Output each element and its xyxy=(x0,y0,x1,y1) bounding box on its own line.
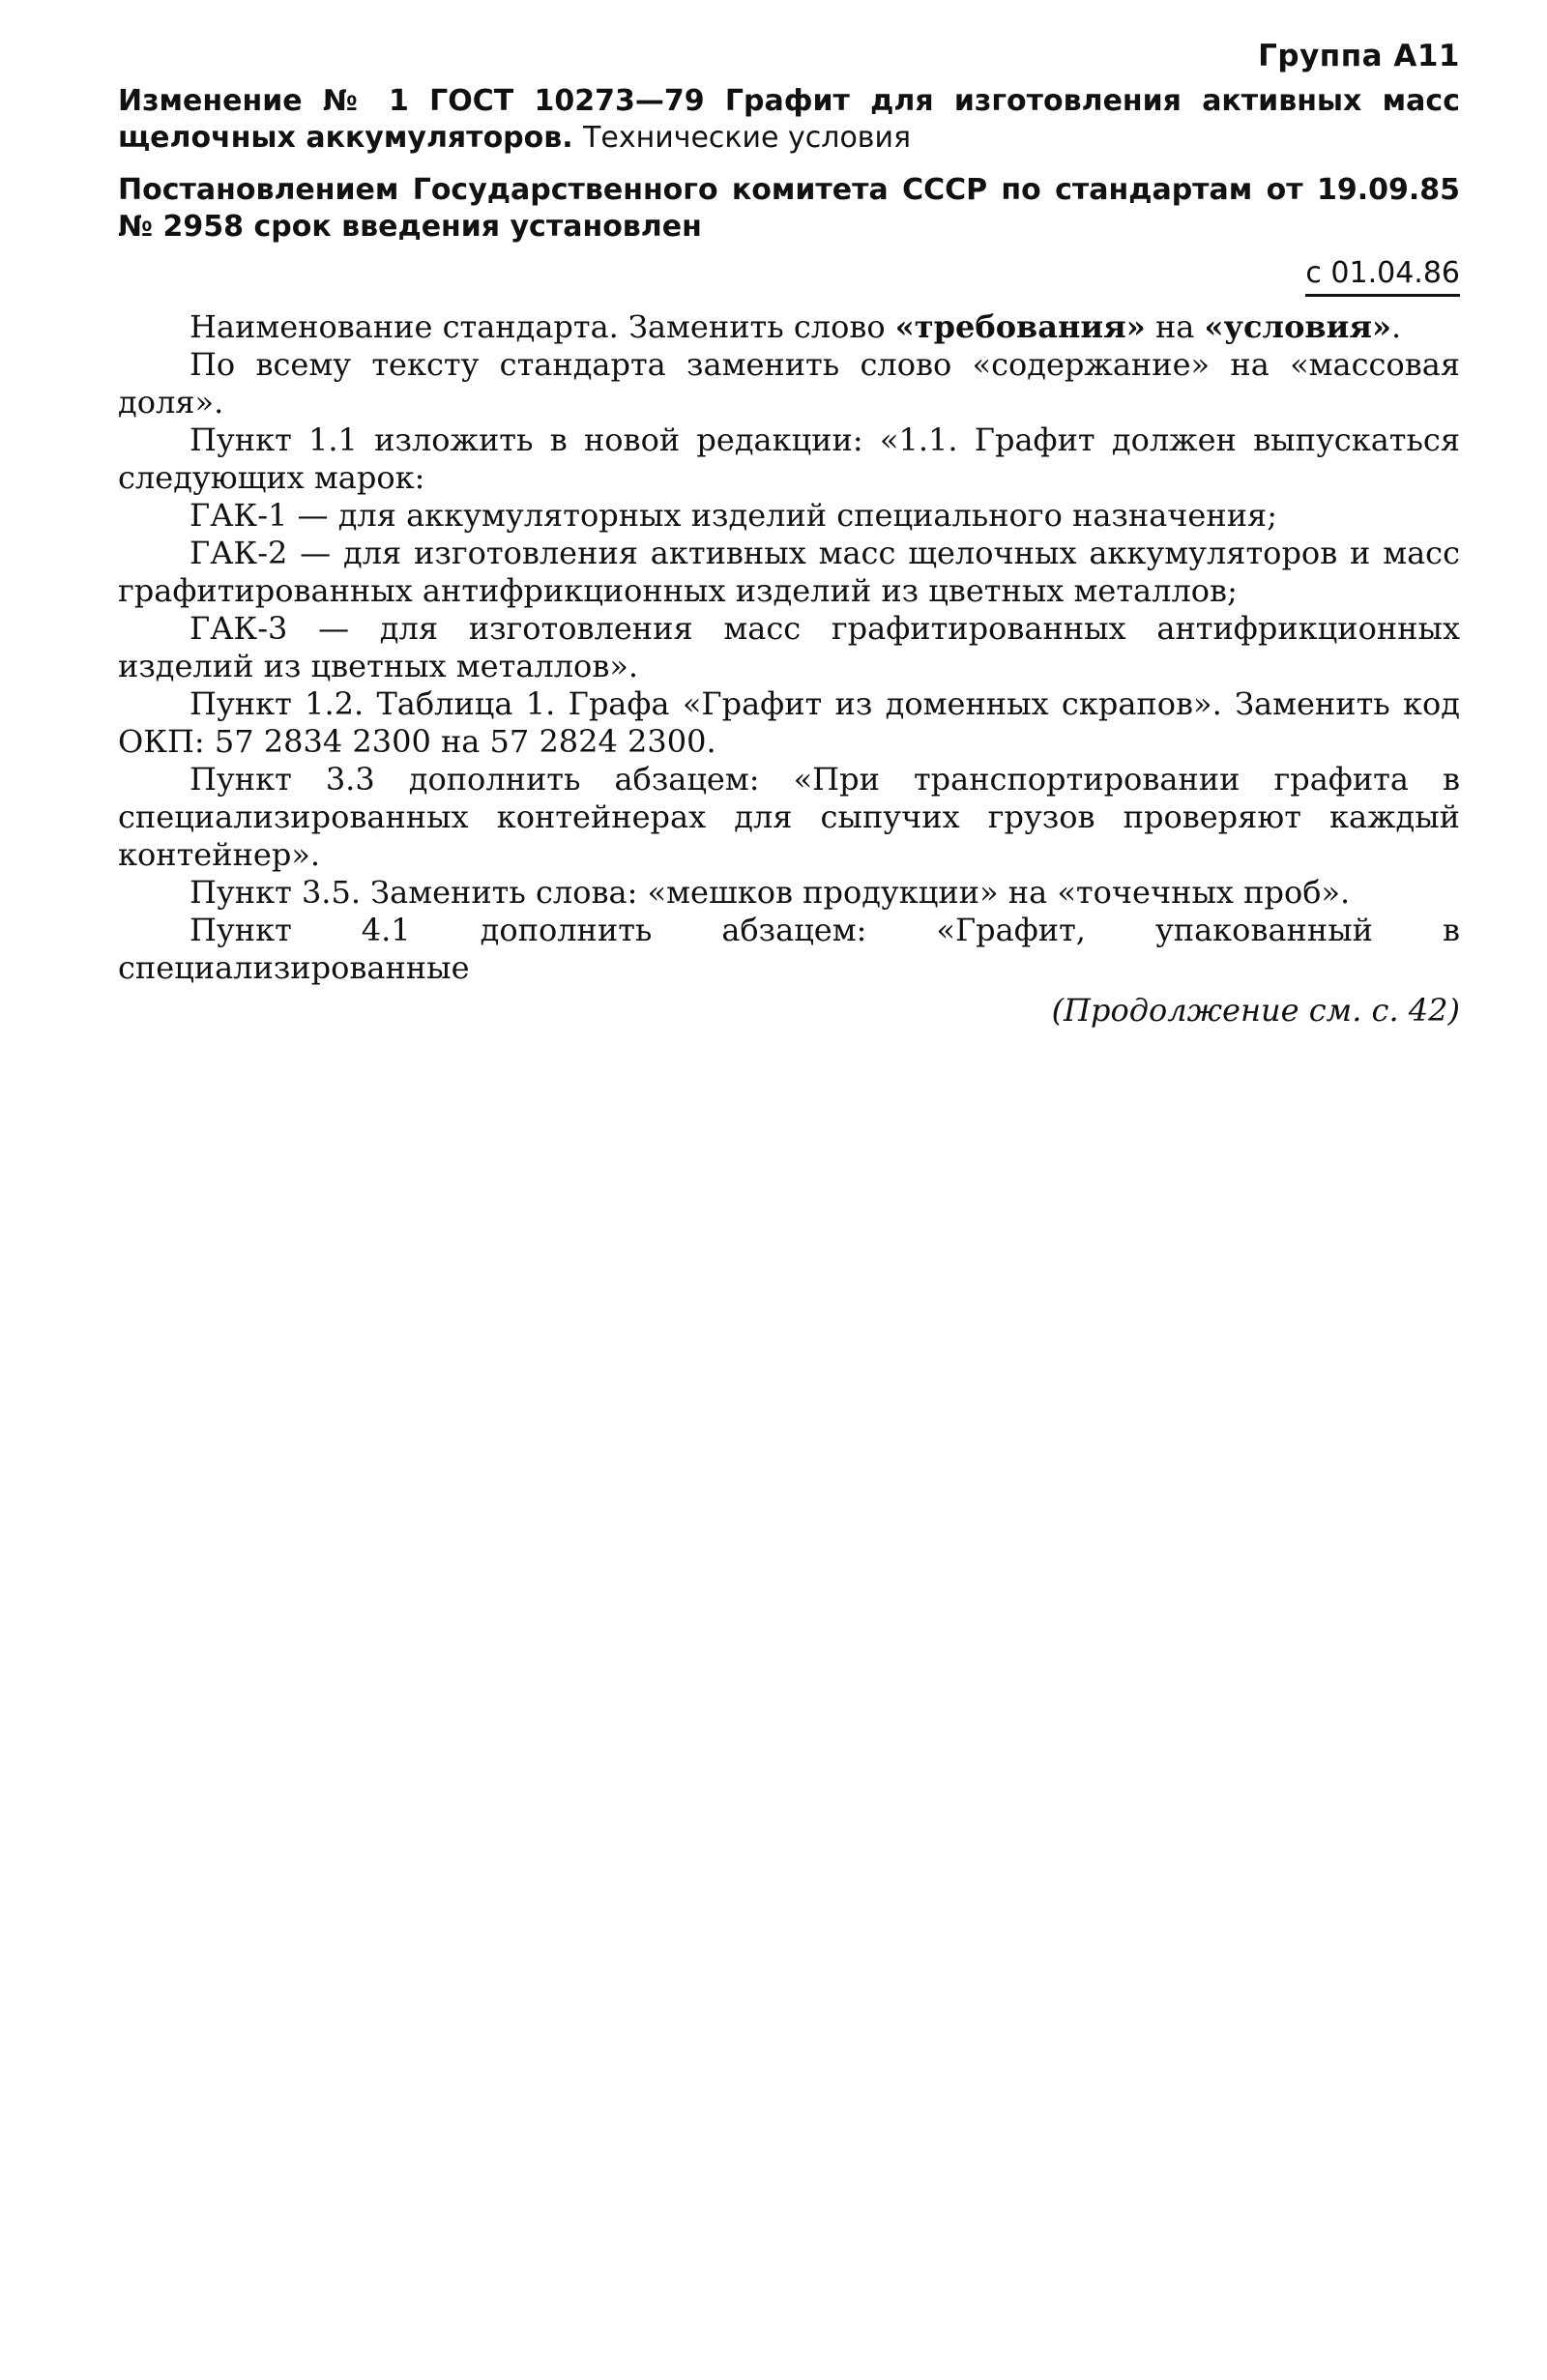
amendment-title-sub: Технические условия xyxy=(583,121,912,155)
paragraph-standard-name xyxy=(118,308,1460,346)
paragraph-grade-gak-2: ГАК-2 — для изготовления активных масс щелочных аккумуляторов и масс графитированных антифрикционных изделий из цветных металлов; xyxy=(118,535,1460,609)
paragraph-clause-3-5: Пункт 3.5. Заменить слова: «мешков продукции» на «точечных проб». xyxy=(190,874,1351,911)
paragraph-grade-gak-1: ГАК-1 — для аккумуляторных изделий специального назначения; xyxy=(190,497,1277,534)
group-code: Группа А11 xyxy=(1258,39,1460,73)
paragraph-text-replacement: По всему тексту стандарта заменить слово «содержание» на «массовая доля». xyxy=(118,346,1460,421)
paragraph-text: . xyxy=(1391,308,1402,345)
effective-date-value: с 01.04.86 xyxy=(1305,255,1460,297)
amendment-title-main: Изменение № 1 ГОСТ 10273—79 Графит для изготовления активных масс щелочных аккумуляторов. xyxy=(118,84,1460,155)
paragraph-text: Наименование стандарта. Заменить слово xyxy=(190,308,895,345)
paragraph-clause-1-1: Пункт 1.1 изложить в новой редакции: «1.1. Графит должен выпускаться следующих марок: xyxy=(118,421,1460,496)
old-word: «требования» xyxy=(894,308,1146,345)
effective-date xyxy=(118,255,1460,297)
amendment-body xyxy=(118,308,1460,987)
paragraph-clause-4-1: Пункт 4.1 дополнить абзацем: «Графит, упакованный в специализированные xyxy=(118,912,1460,986)
paragraph-clause-1-2: Пункт 1.2. Таблица 1. Графа «Графит из доменных скрапов». Заменить код ОКП: 57 2834 2300 на 57 2824 2300. xyxy=(118,685,1460,760)
continuation-note: (Продолжение см. с. 42) xyxy=(1051,992,1460,1029)
paragraph-text: на xyxy=(1145,308,1205,345)
document-page xyxy=(118,37,1460,1030)
decree-statement: Постановлением Государственного комитета СССР по стандартам от 19.09.85 № 2958 срок введения установлен xyxy=(118,173,1460,244)
paragraph-clause-3-3: Пункт 3.3 дополнить абзацем: «При транспортировании графита в специализированных контейнерах для сыпучих грузов проверяют каждый контейнер». xyxy=(118,761,1460,873)
new-word: «условия» xyxy=(1204,308,1392,345)
paragraph-grade-gak-3: ГАК-3 — для изготовления масс графитированных антифрикционных изделий из цветных металлов». xyxy=(118,610,1460,684)
amendment-title xyxy=(118,83,1460,157)
